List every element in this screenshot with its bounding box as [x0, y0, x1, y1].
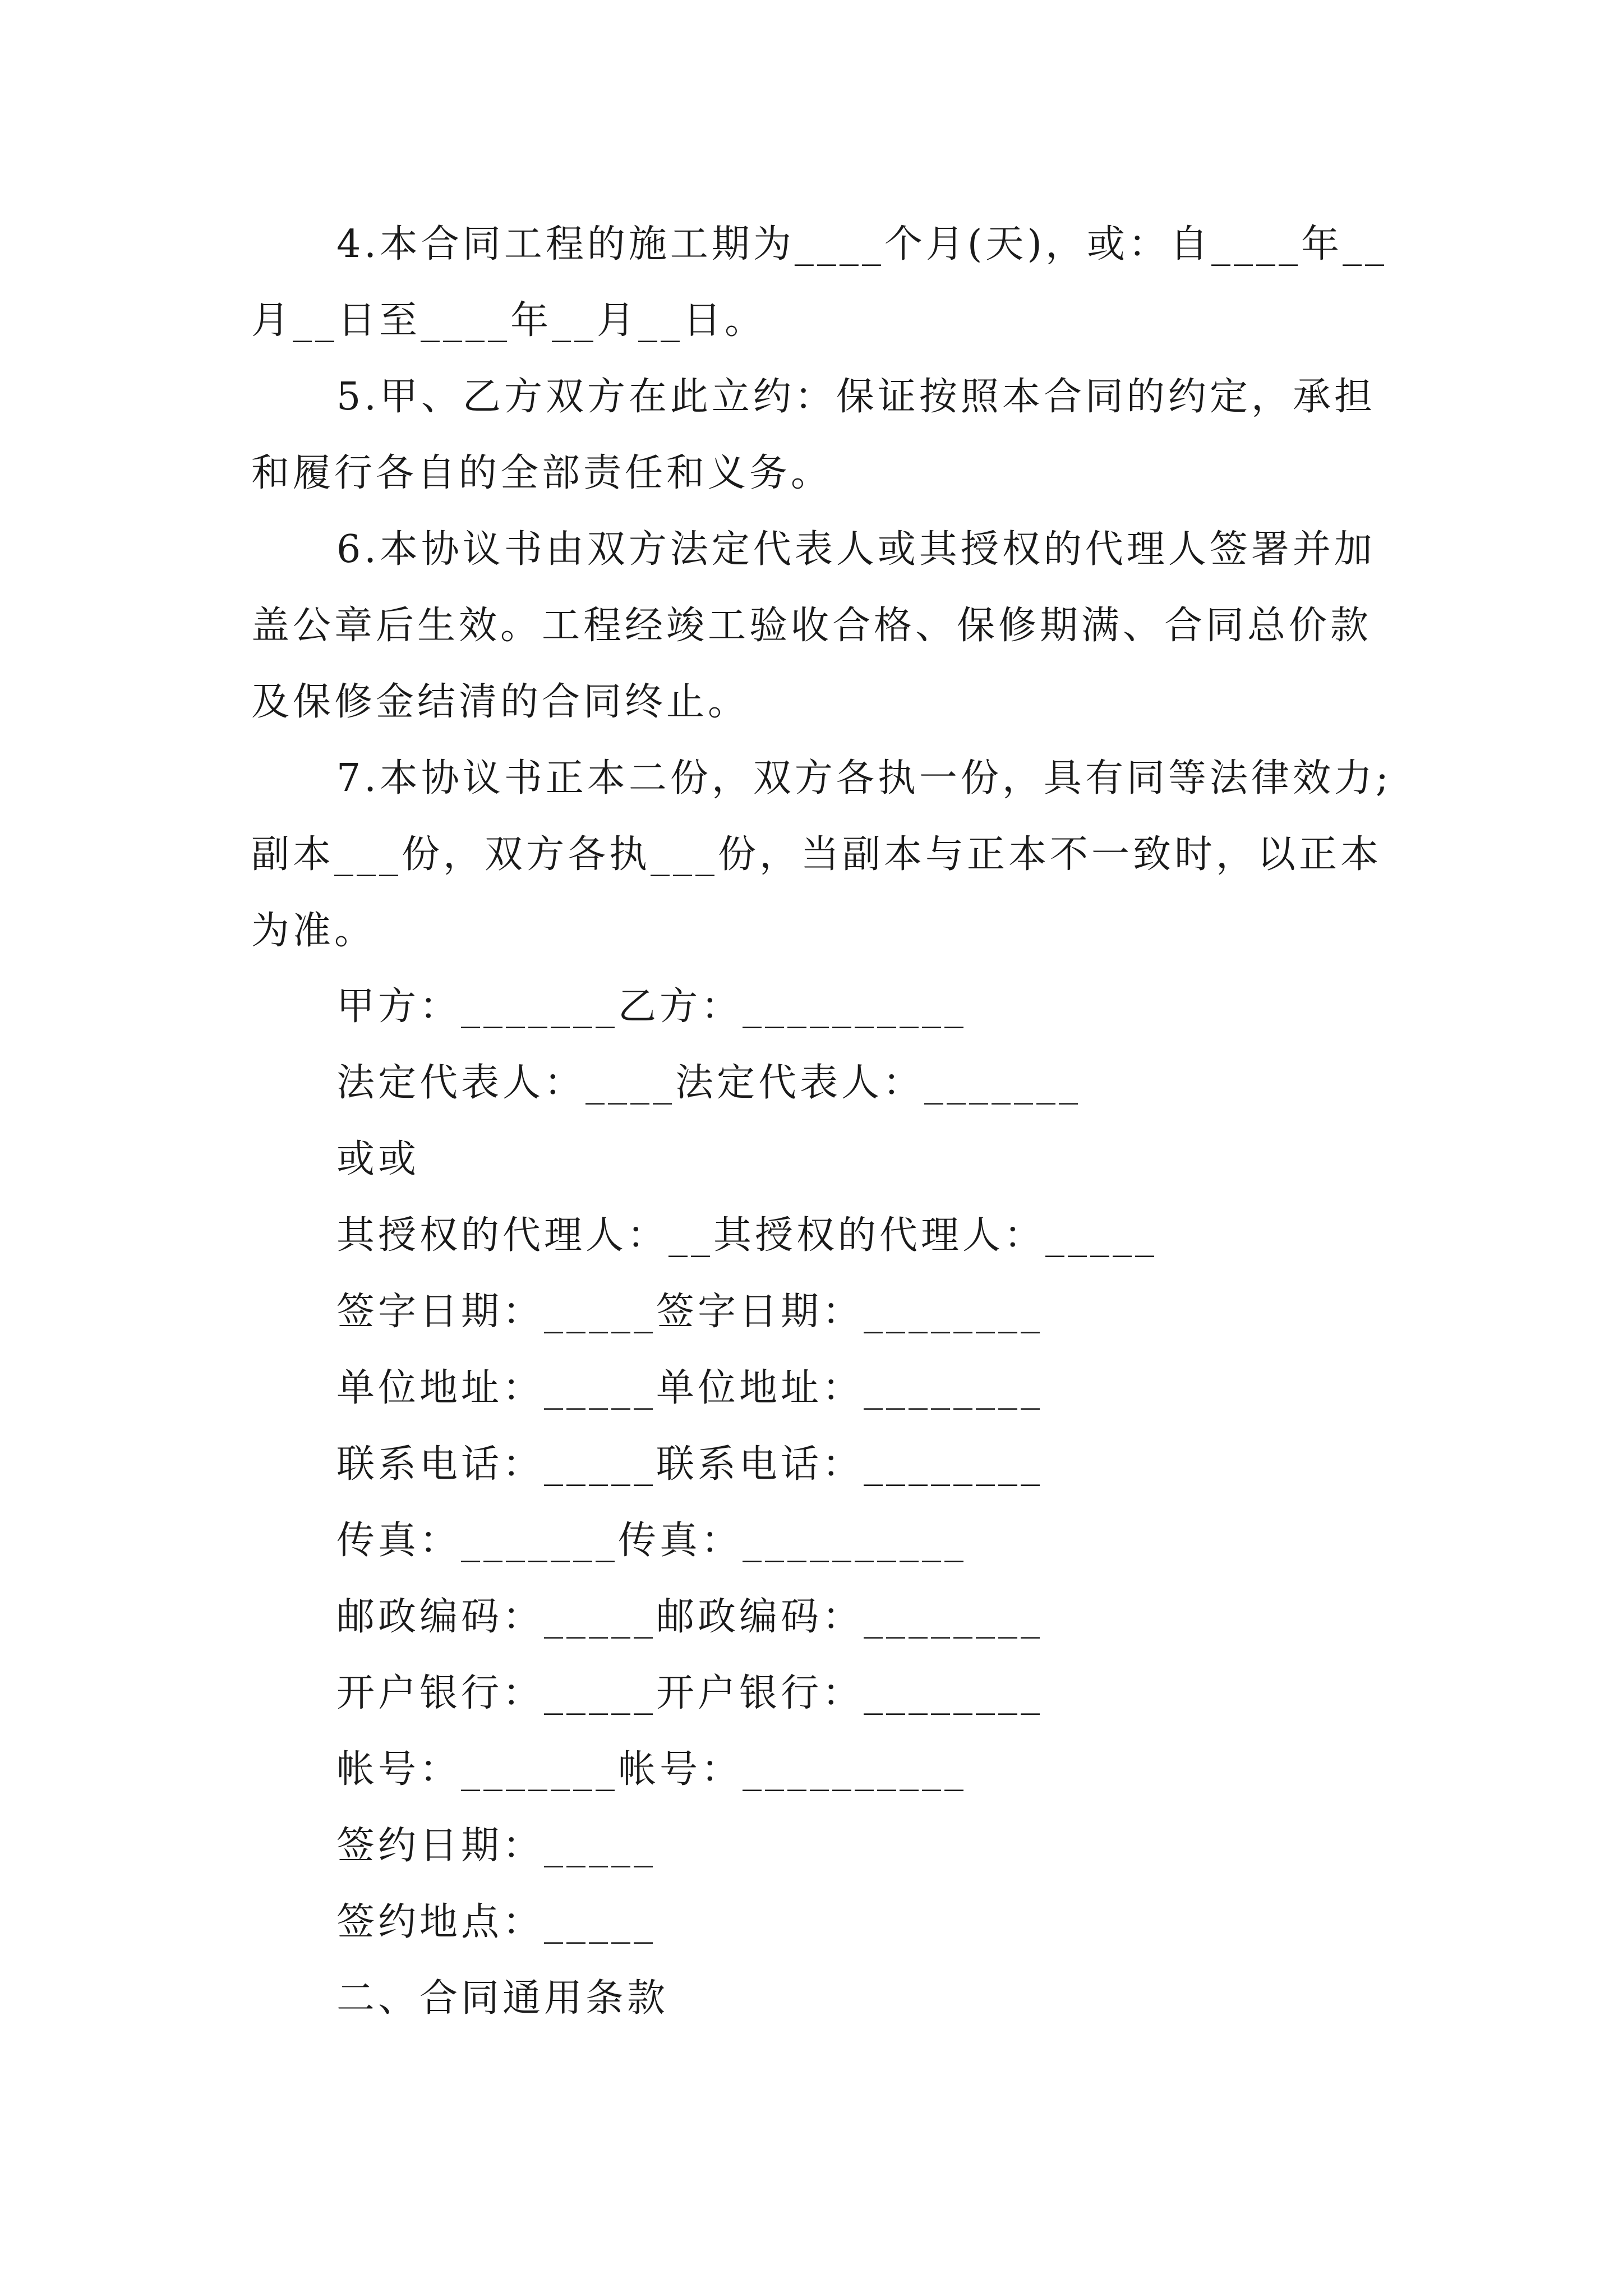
clause-4 — [251, 206, 1393, 359]
clause-7 — [251, 740, 1393, 969]
clause-7-text: 7.本协议书正本二份，双方各执一份，具有同等法律效力;副本___份，双方各执___份，当副本与正本不一致时，以正本为准。 — [251, 756, 1392, 953]
clause-6 — [251, 512, 1393, 740]
contract-date-line: 签约日期：_____ — [336, 1824, 657, 1868]
or-line: 或或 — [336, 1137, 420, 1181]
clause-4-text: 4.本合同工程的施工期为____个月(天)，或：自____年__月__日至____年__月__日。 — [251, 222, 1387, 343]
party-line: 甲方：_______乙方：__________ — [336, 984, 967, 1029]
agent-line: 其授权的代理人：__其授权的代理人：_____ — [336, 1213, 1158, 1258]
contract-place-line: 签约地点：_____ — [336, 1900, 657, 1944]
sign-date-line: 签字日期：_____签字日期：________ — [336, 1290, 1044, 1334]
section-heading: 二、合同通用条款 — [336, 1976, 669, 2021]
fax-line: 传真：_______传真：__________ — [336, 1519, 967, 1563]
postcode-line: 邮政编码：_____邮政编码：________ — [336, 1595, 1044, 1639]
clause-5 — [251, 359, 1393, 512]
account-line: 帐号：_______帐号：__________ — [336, 1747, 967, 1792]
legal-rep-line: 法定代表人：____法定代表人：_______ — [336, 1061, 1082, 1105]
bank-line: 开户银行：_____开户银行：________ — [336, 1671, 1044, 1715]
address-line: 单位地址：_____单位地址：________ — [336, 1366, 1044, 1410]
phone-line: 联系电话：_____联系电话：________ — [336, 1442, 1044, 1487]
clause-6-text: 6.本协议书由双方法定代表人或其授权的代理人签署并加盖公章后生效。工程经竣工验收合格、保修期满、合同总价款及保修金结清的合同终止。 — [251, 527, 1376, 724]
clause-5-text: 5.甲、乙方双方在此立约：保证按照本合同的约定，承担和履行各自的全部责任和义务。 — [251, 375, 1376, 495]
